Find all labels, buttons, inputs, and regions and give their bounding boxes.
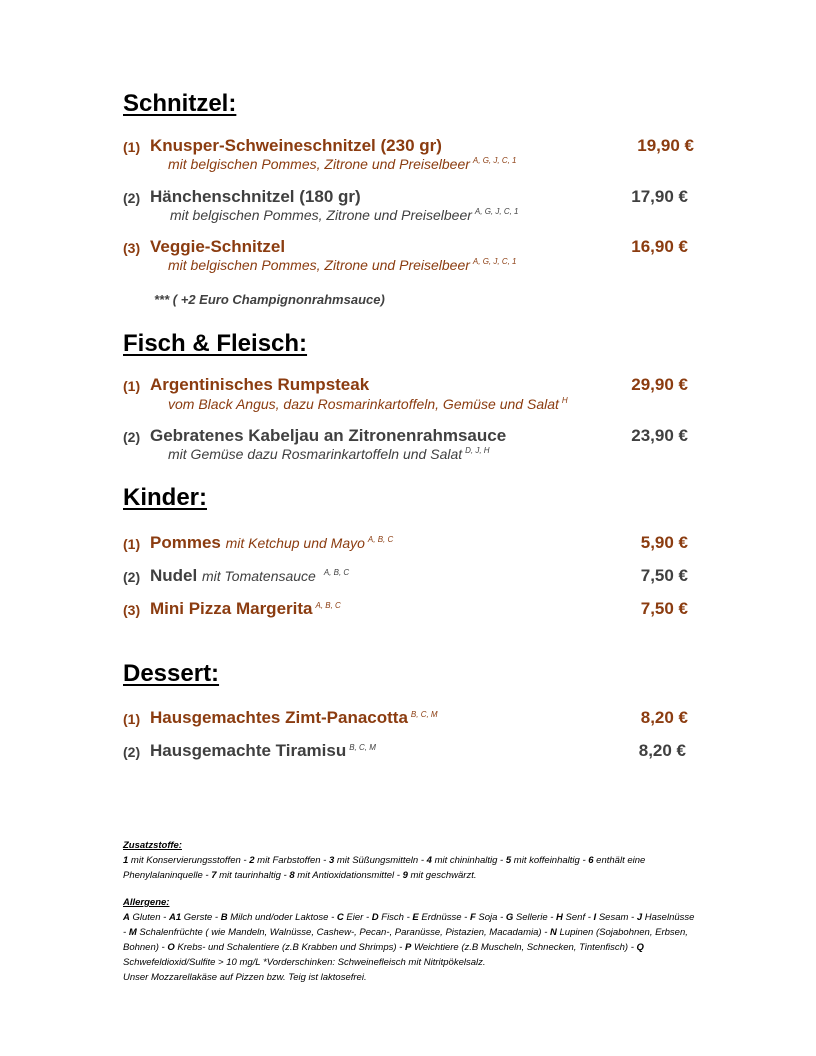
item-name: Hausgemachte Tiramisu $^{B, C, M}$ bbox=[150, 741, 376, 760]
allergen-codes: D, J, H bbox=[465, 446, 490, 455]
item-price: 8,20 € bbox=[638, 741, 686, 760]
item-price: 16,90 € bbox=[631, 237, 688, 256]
section-title-fisch: Fisch & Fleisch: bbox=[123, 330, 308, 357]
item-number: (2) bbox=[123, 190, 141, 206]
item-description: mit belgischen Pommes, Zitrone und Preiselbeer $^{A, G, J, C, 1}$ bbox=[168, 156, 517, 172]
item-number: (2) bbox=[123, 744, 141, 760]
item-number: (1) bbox=[123, 711, 141, 727]
section-title-dessert: Dessert: bbox=[123, 660, 220, 687]
item-description: mit Tomatensauce bbox=[201, 568, 316, 584]
allergen-codes: A, B, C bbox=[323, 568, 350, 577]
allergen-codes: B, C, M bbox=[349, 743, 376, 752]
allergens-title: Allergene: bbox=[123, 897, 170, 908]
item-price: 29,90 € bbox=[631, 375, 688, 394]
item-price: 23,90 € bbox=[631, 426, 688, 445]
item-number: (1) bbox=[123, 536, 141, 552]
allergen-codes: A, G, J, C, 1 bbox=[472, 156, 517, 165]
allergen-codes: A, B, C bbox=[315, 601, 341, 610]
mozzarella-note: Unser Mozzarellakäse auf Pizzen bzw. Teig ist laktosefrei. bbox=[123, 972, 367, 983]
item-name: Mini Pizza Margerita $^{A, B, C}$ bbox=[150, 599, 341, 618]
item-name: Pommes mit Ketchup und Mayo $^{A, B, C}$ bbox=[150, 533, 394, 552]
item-description: vom Black Angus, dazu Rosmarinkartoffeln, Gemüse und Salat $^H$ bbox=[168, 396, 568, 412]
additives-block bbox=[123, 838, 698, 883]
additives-text: 1 mit Konservierungsstoffen - 2 mit Farbstoffen - 3 mit Süßungsmitteln - 4 mit chininhaltig - 5 mit koffeinhaltig - 6 enthält eine Phenylalaninquelle - 7 mit taurinhaltig - 8 mit Antioxidationsmittel - 9 mit geschwärzt. bbox=[123, 855, 646, 881]
allergens-block bbox=[123, 895, 698, 985]
item-name: Veggie-Schnitzel bbox=[150, 237, 286, 256]
item-name: Knusper-Schweineschnitzel (230 gr) bbox=[150, 136, 442, 155]
item-description: mit Ketchup und Mayo bbox=[225, 535, 365, 551]
item-price: 7,50 € bbox=[640, 599, 688, 618]
item-name: Nudel mit Tomatensauce $^{A, B, C}$ bbox=[150, 566, 350, 585]
item-name: Argentinisches Rumpsteak bbox=[150, 375, 370, 394]
item-description: mit belgischen Pommes, Zitrone und Preiselbeer $^{A, G, J, C, 1}$ bbox=[170, 207, 519, 223]
item-price: 7,50 € bbox=[640, 566, 688, 585]
section-title-schnitzel: Schnitzel: bbox=[123, 90, 237, 117]
item-number: (2) bbox=[123, 569, 141, 585]
item-number: (3) bbox=[123, 240, 141, 256]
allergen-codes: A, G, J, C, 1 bbox=[474, 207, 519, 216]
item-name: Hänchenschnitzel (180 gr) bbox=[150, 187, 361, 206]
item-description: mit Gemüse dazu Rosmarinkartoffeln und Salat $^{D, J, H}$ bbox=[168, 446, 490, 462]
allergen-codes: B, C, M bbox=[410, 710, 438, 719]
item-name: Hausgemachtes Zimt-Panacotta $^{B, C, M}$ bbox=[150, 708, 438, 727]
item-price: 5,90 € bbox=[640, 533, 688, 552]
item-price: 19,90 € bbox=[637, 136, 694, 155]
sauce-note: *** ( +2 Euro Champignonrahmsauce) bbox=[154, 292, 385, 307]
allergens-text: A Gluten - A1 Gerste - B Milch und/oder Laktose - C Eier - D Fisch - E Erdnüsse - F Soja - G Sellerie - H Senf - I Sesam - J Haselnüsse - M Schalenfrüchte ( wie Mandeln, Walnüsse, Cashew-, Pecan-, Paranüsse, Pistazien, Macadamia) - N Lupinen (Sojabohnen, Erbsen, Bohnen) - O Krebs- und Schalentiere (z.B Krabben und Shrimps) - P Weichtiere (z.B Muscheln, Schnecken, Tintenfisch) - Q Schwefeldioxid/Sulfite > 10 mg/L *Vorderschinken: Schweinefleisch mit Nitritpökelsalz. bbox=[123, 912, 695, 968]
item-number: (3) bbox=[123, 602, 141, 618]
allergen-codes: H bbox=[561, 396, 568, 405]
item-name: Gebratenes Kabeljau an Zitronenrahmsauce bbox=[150, 426, 507, 445]
item-price: 17,90 € bbox=[631, 187, 688, 206]
allergen-codes: A, G, J, C, 1 bbox=[472, 257, 517, 266]
item-price: 8,20 € bbox=[640, 708, 688, 727]
item-number: (1) bbox=[123, 139, 141, 155]
additives-title: Zusatzstoffe: bbox=[123, 840, 182, 851]
section-title-kinder: Kinder: bbox=[123, 484, 207, 511]
item-description: mit belgischen Pommes, Zitrone und Preiselbeer $^{A, G, J, C, 1}$ bbox=[168, 257, 517, 273]
item-number: (2) bbox=[123, 429, 141, 445]
item-number: (1) bbox=[123, 378, 141, 394]
allergen-codes: A, B, C bbox=[367, 535, 394, 544]
